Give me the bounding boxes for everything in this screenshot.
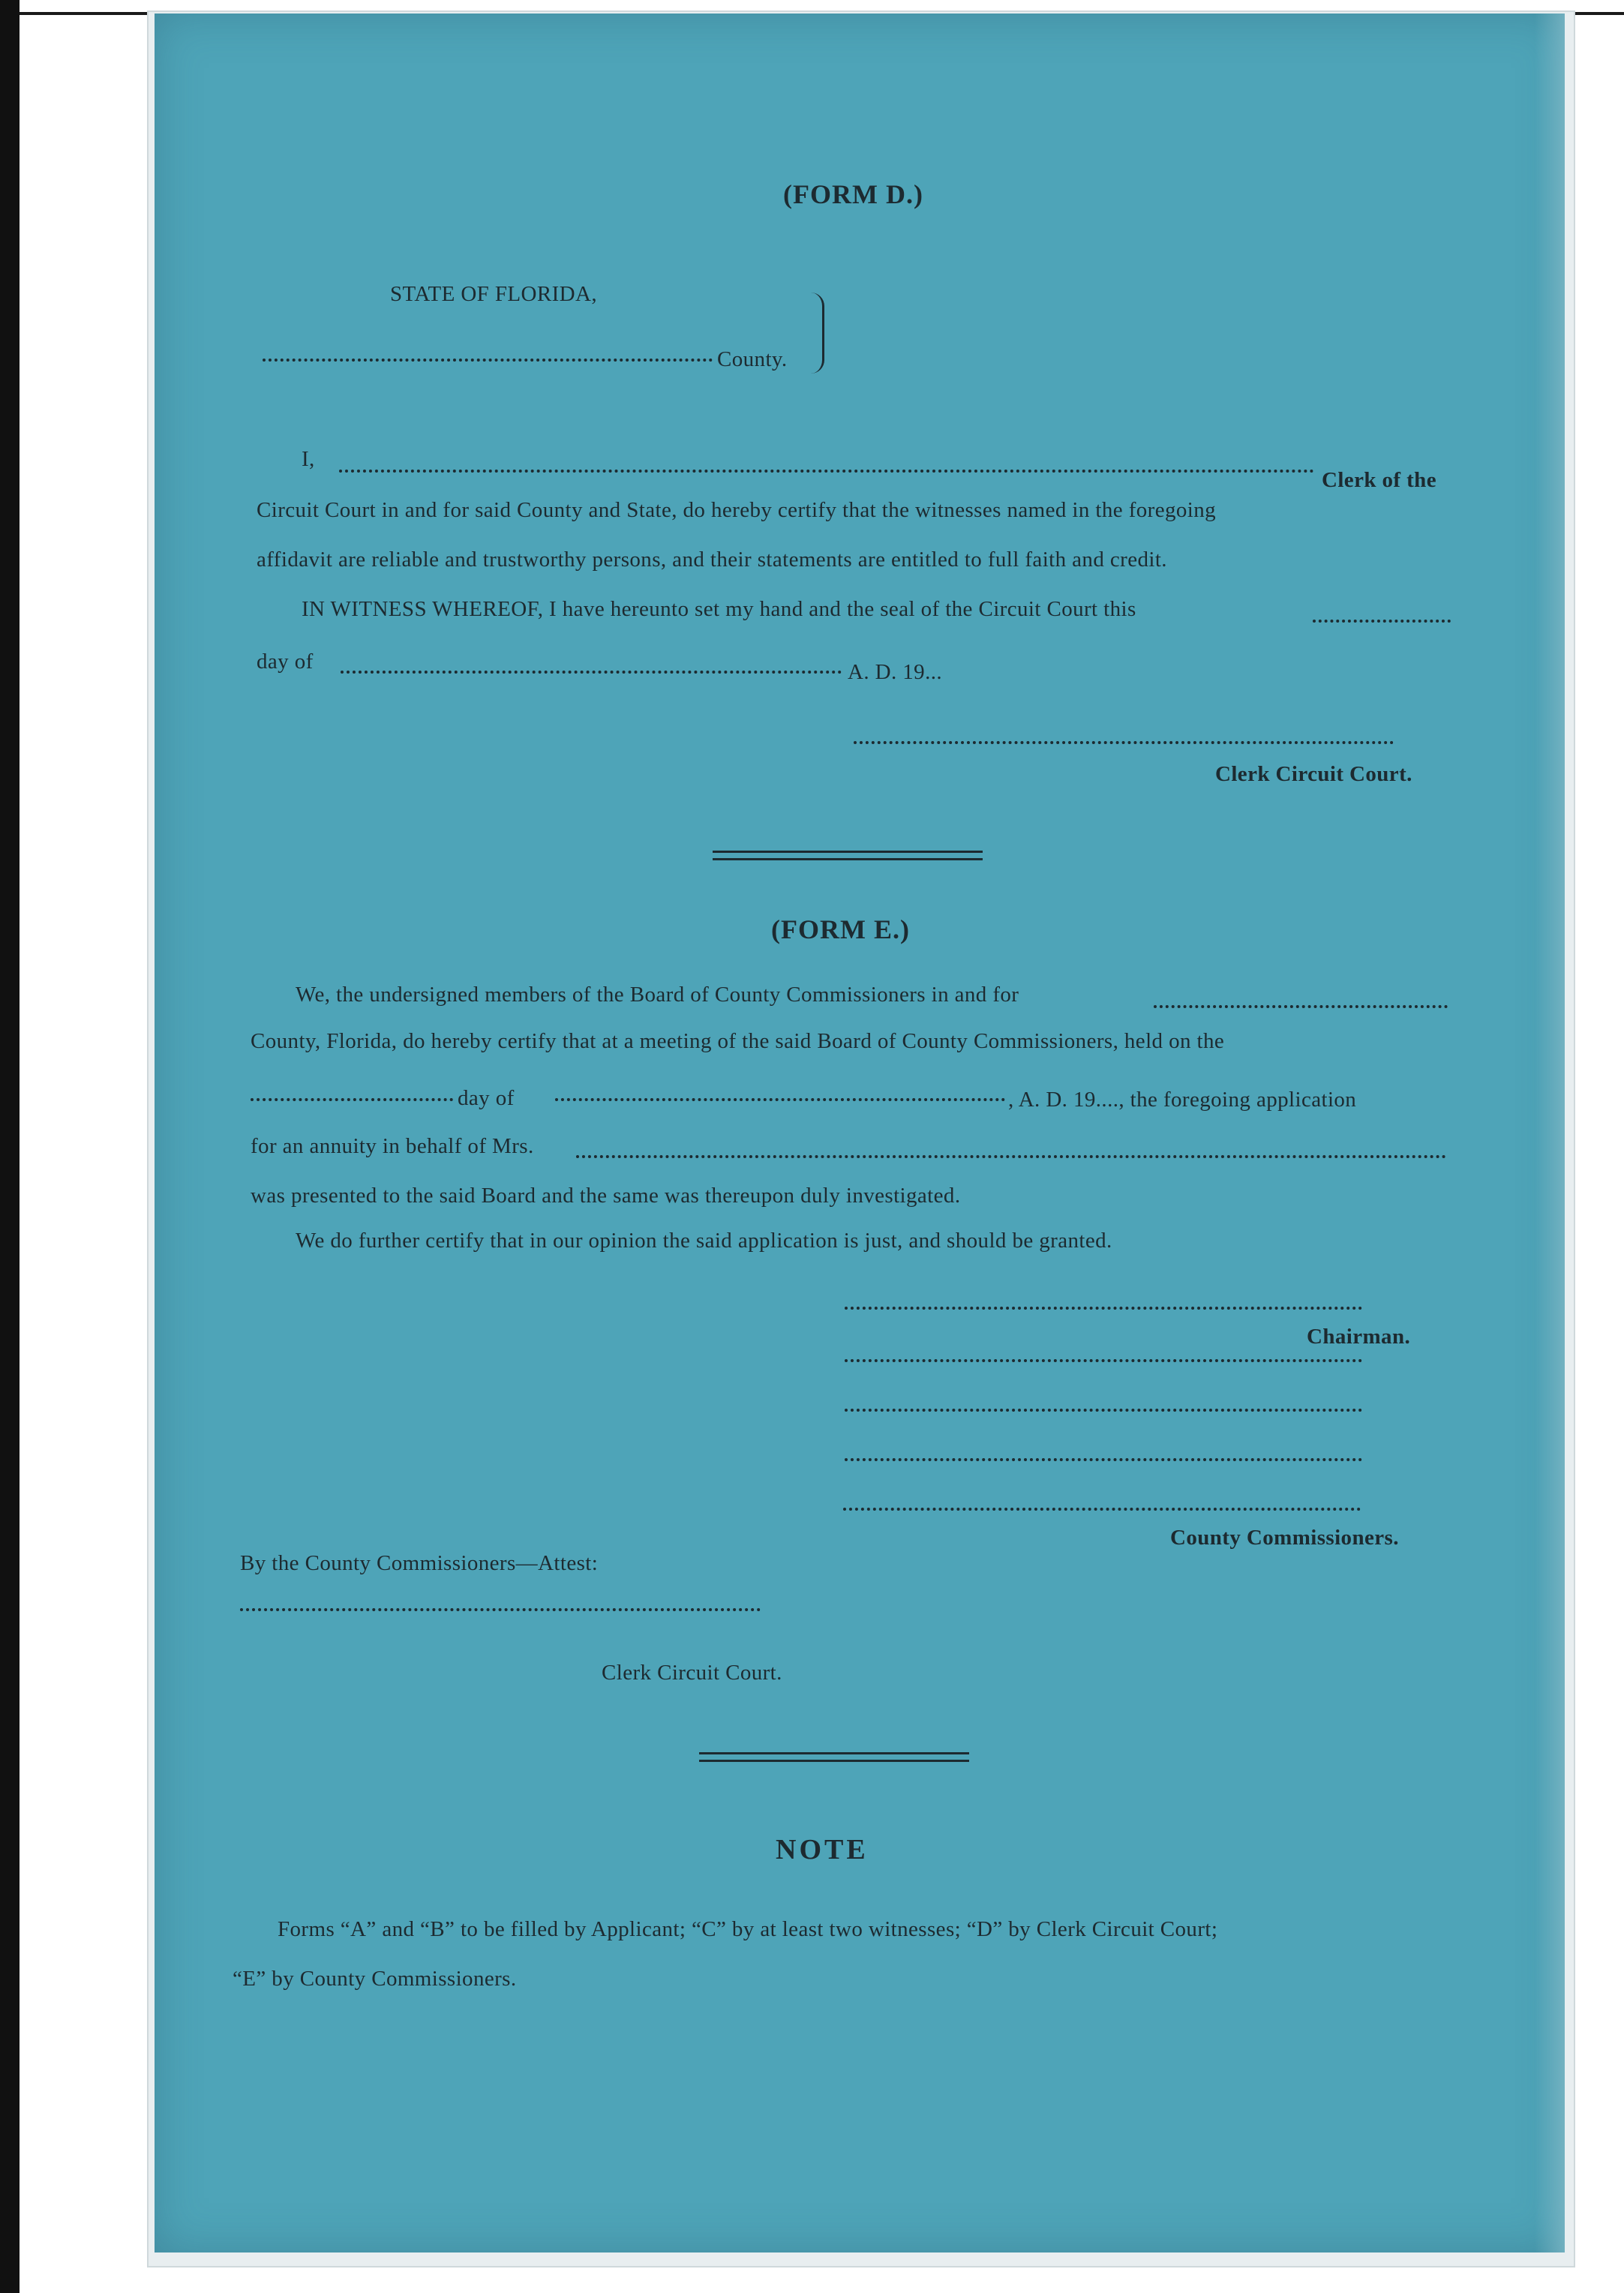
form-d-signature-label: Clerk Circuit Court.	[1215, 762, 1412, 786]
form-d-county: County.	[717, 347, 788, 371]
form-d-line2: Circuit Court in and for said County and State, do hereby certify that the witnesses named in the foregoing	[257, 498, 1217, 522]
attest-clerk-signature-line[interactable]	[240, 1608, 761, 1611]
commissioner-signature-line-3[interactable]	[845, 1458, 1362, 1461]
form-d-line1-end: Clerk of the	[1322, 468, 1436, 492]
form-e-line3-end: , A. D. 19...., the foregoing application	[1008, 1088, 1357, 1112]
form-e-line4: for an annuity in behalf of Mrs.	[251, 1134, 534, 1158]
form-e-line1: We, the undersigned members of the Board of County Commissioners in and for	[296, 983, 1019, 1007]
divider-rule-2-bottom	[699, 1760, 969, 1762]
chairman-signature-line[interactable]	[845, 1307, 1362, 1310]
month-fill-line[interactable]	[341, 671, 842, 674]
commissioners-label: County Commissioners.	[1170, 1526, 1399, 1550]
commissioner-signature-line-2[interactable]	[845, 1409, 1362, 1412]
note-line2: “E” by County Commissioners.	[233, 1967, 517, 1991]
clerk-name-fill-line[interactable]	[339, 470, 1314, 473]
form-d-state: STATE OF FLORIDA,	[390, 282, 597, 306]
form-d-witness: IN WITNESS WHEREOF, I have hereunto set my hand and the seal of the Circuit Court this	[302, 597, 1136, 621]
applicant-name-fill-line[interactable]	[576, 1155, 1446, 1158]
sheet-edge-highlight	[1535, 14, 1565, 2252]
meeting-month-fill-line[interactable]	[555, 1098, 1005, 1101]
form-e-line5: was presented to the said Board and the same was thereupon duly investigated.	[251, 1184, 961, 1208]
form-d-ad-year: A. D. 19...	[848, 660, 943, 684]
form-e-line3-day: day of	[458, 1086, 515, 1110]
divider-rule-bottom	[713, 858, 983, 860]
form-d-heading: (FORM D.)	[783, 179, 923, 209]
form-e-attest: By the County Commissioners—Attest:	[240, 1551, 599, 1575]
county-brace	[804, 293, 824, 374]
document-sheet	[155, 14, 1565, 2252]
form-d-line1-start: I,	[302, 447, 315, 471]
clerk-signature-line[interactable]	[854, 741, 1394, 744]
divider-rule-top	[713, 851, 983, 853]
form-e-line6: We do further certify that in our opinion the said application is just, and should be granted.	[296, 1229, 1112, 1253]
commissioner-signature-line-4[interactable]	[843, 1508, 1361, 1511]
county-fill-line[interactable]	[263, 359, 713, 362]
note-line1: Forms “A” and “B” to be filled by Applicant; “C” by at least two witnesses; “D” by Clerk Circuit Court;	[278, 1917, 1218, 1941]
note-heading: NOTE	[776, 1834, 869, 1865]
form-e-line2: County, Florida, do hereby certify that at a meeting of the said Board of County Commissioners, held on the	[251, 1029, 1225, 1053]
county-name-fill-line[interactable]	[1154, 1005, 1448, 1008]
commissioner-signature-line-1[interactable]	[845, 1359, 1362, 1362]
chairman-label: Chairman.	[1307, 1325, 1411, 1349]
divider-rule-2-top	[699, 1752, 969, 1754]
form-d-line3: affidavit are reliable and trustworthy persons, and their statements are entitled to full faith and credit.	[257, 548, 1167, 572]
meeting-day-fill-line[interactable]	[251, 1098, 453, 1101]
form-d-day-of: day of	[257, 650, 314, 674]
form-e-heading: (FORM E.)	[771, 914, 910, 944]
witness-day-fill-line[interactable]	[1313, 620, 1451, 623]
form-e-clerk-label: Clerk Circuit Court.	[602, 1661, 782, 1685]
scan-left-border	[0, 0, 20, 2293]
